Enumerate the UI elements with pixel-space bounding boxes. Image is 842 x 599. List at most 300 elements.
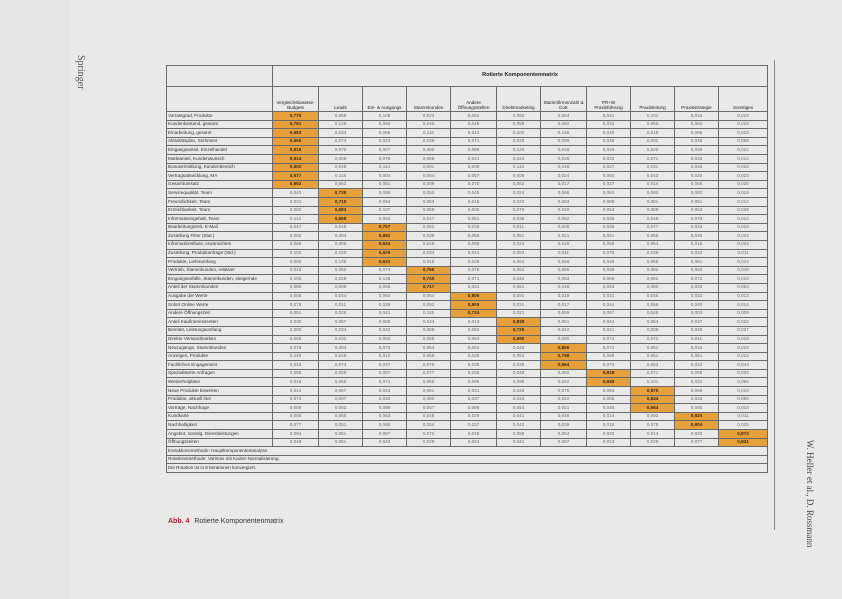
loading-cell: 0,106 — [273, 275, 319, 284]
loading-cell: 0,068 — [541, 189, 587, 198]
loading-cell: 0,051 — [319, 421, 363, 430]
loading-cell: 0,015 — [407, 258, 451, 267]
loading-cell: 0,048 — [541, 283, 587, 292]
loading-cell: 0,068 — [273, 335, 319, 344]
loading-cell: 0,034 — [675, 344, 719, 353]
loading-cell: 0,009 — [719, 309, 768, 318]
loading-cell: 0,063 — [497, 266, 541, 275]
loading-cell: 0,071 — [631, 369, 675, 378]
loading-cell: 0,030 — [363, 395, 407, 404]
loading-cell: 0,050 — [541, 369, 587, 378]
loading-cell: 0,031 — [451, 283, 497, 292]
loading-cell: 0,019 — [719, 387, 768, 396]
table-row — [167, 387, 768, 396]
loading-cell-highlighted: 0,805 — [451, 301, 497, 310]
loading-cell: 0,024 — [497, 155, 541, 164]
loading-cell: 0,064 — [541, 112, 587, 121]
loading-cell: 0,094 — [273, 430, 319, 439]
loading-cell: 0,017 — [541, 180, 587, 189]
loading-cell-highlighted: 0,649 — [587, 378, 631, 387]
loading-cell: 0,064 — [451, 335, 497, 344]
component-matrix-table — [166, 65, 768, 473]
loading-cell: 0,056 — [541, 258, 587, 267]
loading-cell: 0,061 — [319, 430, 363, 439]
loading-cell: 0,014 — [587, 412, 631, 421]
loading-cell: 0,077 — [273, 421, 319, 430]
loading-cell: 0,054 — [497, 404, 541, 413]
loading-cell: 0,041 — [363, 309, 407, 318]
loading-cell: 0,081 — [363, 180, 407, 189]
loading-cell: 0,057 — [587, 309, 631, 318]
loading-cell: 0,031 — [675, 378, 719, 387]
table-row — [167, 206, 768, 215]
loading-cell: 0,060 — [719, 395, 768, 404]
loading-cell: 0,150 — [319, 249, 363, 258]
row-label: Fachliches Engagement — [167, 361, 273, 370]
loading-cell: 0,088 — [587, 198, 631, 207]
loading-cell-highlighted: 0,904 — [675, 421, 719, 430]
loading-cell: 0,014 — [631, 430, 675, 439]
loading-cell: 0,075 — [541, 387, 587, 396]
loading-cell: 0,029 — [451, 258, 497, 267]
table-row — [167, 232, 768, 241]
loading-cell: 0,043 — [363, 137, 407, 146]
table-row — [167, 172, 768, 181]
loading-cell: 0,018 — [719, 189, 768, 198]
loading-cell-highlighted: 0,920 — [675, 412, 719, 421]
loading-cell: 0,090 — [273, 326, 319, 335]
loading-cell: 0,041 — [497, 412, 541, 421]
loading-cell: 0,053 — [407, 189, 451, 198]
loading-cell-highlighted: 0,735 — [319, 189, 363, 198]
loading-cell: 0,016 — [675, 240, 719, 249]
column-header: Stammfirmenzahl & CoK — [541, 87, 587, 112]
loading-cell: 0,039 — [719, 369, 768, 378]
loading-cell: 0,080 — [631, 283, 675, 292]
loading-cell: 0,017 — [541, 301, 587, 310]
loading-cell: 0,032 — [319, 335, 363, 344]
loading-cell: 0,034 — [319, 326, 363, 335]
row-label: Produkte, Lieferumfang — [167, 258, 273, 267]
loading-cell: 0,011 — [719, 249, 768, 258]
loading-cell: 0,080 — [407, 395, 451, 404]
loading-cell: 0,110 — [407, 129, 451, 138]
loading-cell: 0,085 — [363, 318, 407, 327]
loading-cell: 0,031 — [631, 163, 675, 172]
loading-cell: 0,024 — [719, 232, 768, 241]
row-label: Zustellung, Produktanfrage (Std.) — [167, 249, 273, 258]
row-label: Servicequalität, Team — [167, 189, 273, 198]
loading-cell: 0,013 — [587, 438, 631, 447]
loading-cell: 0,093 — [407, 301, 451, 310]
loading-cell: 0,076 — [273, 301, 319, 310]
loading-cell: 0,023 — [273, 361, 319, 370]
loading-cell: 0,061 — [497, 283, 541, 292]
loading-cell: 0,018 — [719, 335, 768, 344]
loading-cell: 0,056 — [363, 129, 407, 138]
loading-cell: 0,051 — [541, 318, 587, 327]
loading-cell: 0,015 — [273, 266, 319, 275]
loading-cell: 0,036 — [631, 249, 675, 258]
loading-cell: 0,029 — [319, 275, 363, 284]
row-label: Vertragsabwicklung, MA — [167, 172, 273, 181]
loading-cell: 0,034 — [675, 249, 719, 258]
loading-cell: 0,138 — [319, 258, 363, 267]
row-label: Informationsfluss, erwünschtes — [167, 240, 273, 249]
loading-cell: 0,014 — [719, 301, 768, 310]
loading-cell: 0,022 — [541, 395, 587, 404]
loading-cell: 0,094 — [363, 198, 407, 207]
row-label: Andere Öffnungszeit — [167, 309, 273, 318]
loading-cell: 0,015 — [587, 421, 631, 430]
loading-cell: 0,024 — [497, 189, 541, 198]
loading-cell: 0,034 — [407, 249, 451, 258]
loading-cell: 0,041 — [451, 155, 497, 164]
loading-cell: 0,084 — [319, 232, 363, 241]
loading-cell: 0,027 — [587, 163, 631, 172]
loading-cell: 0,086 — [363, 404, 407, 413]
loading-cell: 0,058 — [675, 369, 719, 378]
loading-cell: 0,071 — [631, 155, 675, 164]
table-row — [167, 292, 768, 301]
running-header: W. Heller et al., D. Rossmann — [805, 440, 815, 548]
loading-cell: 0,066 — [451, 326, 497, 335]
loading-cell-highlighted: 0,684 — [631, 404, 675, 413]
loading-cell: 0,060 — [319, 266, 363, 275]
loading-cell: 0,083 — [541, 198, 587, 207]
loading-cell-highlighted: 0,577 — [273, 172, 319, 181]
loading-cell: 0,068 — [407, 335, 451, 344]
loading-cell: 0,055 — [319, 412, 363, 421]
loading-cell: 0,082 — [631, 266, 675, 275]
row-label: Öffnungszeiten — [167, 438, 273, 447]
row-label: Gesamtumsatz — [167, 180, 273, 189]
table-row — [167, 155, 768, 164]
loading-cell: 0,016 — [719, 120, 768, 129]
loading-cell: 0,020 — [587, 430, 631, 439]
loading-cell: 0,043 — [719, 361, 768, 370]
loading-cell: 0,017 — [407, 215, 451, 224]
loading-cell: 0,039 — [719, 206, 768, 215]
loading-cell: 0,022 — [497, 198, 541, 207]
loading-cell: 0,055 — [631, 232, 675, 241]
loading-cell: 0,067 — [319, 318, 363, 327]
loading-cell: 0,031 — [497, 301, 541, 310]
loading-cell: 0,063 — [587, 189, 631, 198]
row-label: Produkte, aktuell hier — [167, 395, 273, 404]
loading-cell: 0,084 — [319, 344, 363, 353]
page-margin-left — [0, 0, 70, 599]
loading-cell: 0,045 — [451, 120, 497, 129]
loading-cell: 0,065 — [675, 129, 719, 138]
column-header: Andere Öffnungsstellen — [451, 87, 497, 112]
loading-cell: 0,059 — [451, 232, 497, 241]
loading-cell: 0,078 — [587, 249, 631, 258]
loading-cell: 0,020 — [631, 146, 675, 155]
loading-cell: 0,026 — [541, 240, 587, 249]
table-body — [167, 112, 768, 473]
loading-cell: 0,078 — [631, 421, 675, 430]
loading-cell: 0,054 — [541, 430, 587, 439]
loading-cell: 0,037 — [451, 421, 497, 430]
loading-cell: 0,045 — [631, 292, 675, 301]
loading-cell: 0,039 — [587, 266, 631, 275]
loading-cell: 0,096 — [719, 378, 768, 387]
loading-cell: 0,085 — [319, 240, 363, 249]
loading-cell: 0,068 — [587, 352, 631, 361]
table-row — [167, 404, 768, 413]
loading-cell: 0,059 — [319, 112, 363, 121]
loading-cell: 0,091 — [497, 292, 541, 301]
loading-cell: 0,022 — [719, 146, 768, 155]
loading-cell: 0,041 — [587, 112, 631, 121]
loading-cell-highlighted: 0,872 — [719, 430, 768, 439]
table-row — [167, 223, 768, 232]
loading-cell: 0,053 — [675, 206, 719, 215]
loading-cell: 0,086 — [631, 206, 675, 215]
footnote-row — [167, 455, 768, 464]
table-row — [167, 180, 768, 189]
loading-cell: 0,064 — [451, 438, 497, 447]
row-label: Eingangsanfälle, Stammkunden, steigernde — [167, 275, 273, 284]
loading-cell: 0,057 — [407, 404, 451, 413]
loading-cell: 0,092 — [363, 120, 407, 129]
footnote-row — [167, 447, 768, 456]
row-label: Kundkarte — [167, 412, 273, 421]
loading-cell: 0,101 — [631, 112, 675, 121]
loading-cell: 0,100 — [497, 129, 541, 138]
loading-cell: 0,021 — [541, 232, 587, 241]
loading-cell: 0,082 — [497, 180, 541, 189]
loading-cell: 0,061 — [407, 387, 451, 396]
loading-cell: 0,031 — [273, 198, 319, 207]
loading-cell: 0,046 — [451, 430, 497, 439]
table-title: Rotierte Komponentenmatrix — [273, 66, 768, 87]
loading-cell-highlighted: 0,756 — [407, 266, 451, 275]
loading-cell: 0,066 — [407, 378, 451, 387]
loading-cell: 0,036 — [451, 223, 497, 232]
loading-cell: 0,029 — [497, 137, 541, 146]
loading-cell: 0,083 — [631, 189, 675, 198]
table-row — [167, 146, 768, 155]
row-label: Vertrieb, Stammkunden, relativer — [167, 266, 273, 275]
loading-cell: 0,043 — [273, 189, 319, 198]
loading-cell: 0,044 — [587, 301, 631, 310]
loading-cell-highlighted: 0,690 — [497, 335, 541, 344]
loading-cell: 0,053 — [719, 283, 768, 292]
loading-cell: 0,049 — [631, 215, 675, 224]
loading-cell: 0,008 — [319, 155, 363, 164]
loading-cell: 0,044 — [587, 318, 631, 327]
footnote-row — [167, 464, 768, 473]
loading-cell: 0,072 — [407, 430, 451, 439]
loading-cell: 0,024 — [273, 387, 319, 396]
loading-cell: 0,071 — [451, 137, 497, 146]
row-label: Sofort Online Werte — [167, 301, 273, 310]
loading-cell: 0,050 — [273, 258, 319, 267]
loading-cell: 0,051 — [319, 438, 363, 447]
loading-cell: 0,096 — [451, 378, 497, 387]
table-row — [167, 318, 768, 327]
loading-cell: 0,022 — [719, 318, 768, 327]
loading-cell: 0,047 — [363, 361, 407, 370]
loading-cell: 0,081 — [675, 258, 719, 267]
column-header: Sonstiges — [719, 87, 768, 112]
loading-cell: 0,166 — [541, 129, 587, 138]
loading-cell: 0,060 — [497, 112, 541, 121]
loading-cell: 0,045 — [675, 163, 719, 172]
loading-cell: 0,040 — [407, 120, 451, 129]
loading-cell: 0,026 — [407, 438, 451, 447]
loading-cell: 0,088 — [273, 283, 319, 292]
loading-cell: 0,023 — [719, 172, 768, 181]
loading-cell: 0,057 — [363, 369, 407, 378]
loading-cell: 0,026 — [497, 387, 541, 396]
table-row — [167, 412, 768, 421]
loading-cell-highlighted: 0,655 — [273, 137, 319, 146]
loading-cell: 0,056 — [363, 283, 407, 292]
loading-cell: 0,063 — [363, 412, 407, 421]
table-row — [167, 137, 768, 146]
loading-cell: 0,044 — [407, 318, 451, 327]
loading-cell: 0,039 — [407, 232, 451, 241]
loading-cell: 0,074 — [319, 137, 363, 146]
loading-cell: 0,032 — [675, 292, 719, 301]
loading-cell: 0,119 — [273, 352, 319, 361]
loading-cell: 0,059 — [497, 120, 541, 129]
loading-cell: 0,059 — [541, 309, 587, 318]
loading-cell: 0,004 — [363, 172, 407, 181]
row-label: Kundenbestand, gesamt — [167, 120, 273, 129]
loading-cell-highlighted: 0,622 — [363, 258, 407, 267]
loading-cell: 0,071 — [587, 344, 631, 353]
figure-caption — [168, 518, 283, 525]
loading-cell: 0,082 — [675, 189, 719, 198]
loading-cell: 0,089 — [719, 137, 768, 146]
loading-cell: 0,024 — [719, 240, 768, 249]
loading-cell: 0,039 — [541, 421, 587, 430]
column-header: Ein- & Ausgangs — [363, 87, 407, 112]
loading-cell: 0,099 — [541, 137, 587, 146]
loading-cell: 0,023 — [719, 129, 768, 138]
loading-cell-highlighted: 0,717 — [407, 283, 451, 292]
loading-cell: 0,036 — [587, 223, 631, 232]
loading-cell: 0,011 — [319, 301, 363, 310]
loading-cell: 0,010 — [719, 404, 768, 413]
loading-cell: 0,034 — [587, 146, 631, 155]
loading-cell: 0,024 — [719, 258, 768, 267]
loading-cell: 0,051 — [631, 344, 675, 353]
loading-cell: 0,070 — [451, 180, 497, 189]
loading-cell: 0,042 — [497, 275, 541, 284]
loading-cell: 0,011 — [541, 249, 587, 258]
loading-cell: 0,036 — [587, 215, 631, 224]
loading-cell: 0,073 — [587, 361, 631, 370]
loading-cell: 0,063 — [319, 180, 363, 189]
loading-cell: 0,102 — [273, 249, 319, 258]
table-row — [167, 335, 768, 344]
loading-cell: 0,019 — [719, 112, 768, 121]
loading-cell: 0,023 — [407, 112, 451, 121]
loading-cell: 0,039 — [363, 301, 407, 310]
row-label: Einarbeitung, gesamt — [167, 129, 273, 138]
loading-cell: 0,053 — [631, 361, 675, 370]
loading-cell: 0,055 — [587, 395, 631, 404]
loading-cell: 0,036 — [407, 137, 451, 146]
margin-rule — [774, 60, 775, 530]
loading-cell: 0,045 — [675, 137, 719, 146]
loading-cell: 0,096 — [497, 378, 541, 387]
loading-cell: 0,080 — [541, 335, 587, 344]
loading-cell-highlighted: 0,564 — [541, 361, 587, 370]
loading-cell: 0,078 — [451, 266, 497, 275]
footnote: Extraktionsmethode: Hauptkomponentenanalyse. — [167, 447, 768, 456]
column-header: PR+W Praxisführung — [587, 87, 631, 112]
loading-cell: 0,003 — [675, 309, 719, 318]
column-header: Praxisleitung — [631, 87, 675, 112]
loading-cell-highlighted: 0,658 — [319, 215, 363, 224]
table-row — [167, 326, 768, 335]
loading-cell: 0,065 — [541, 266, 587, 275]
loading-cell: 0,091 — [407, 163, 451, 172]
loading-cell: 0,068 — [675, 387, 719, 396]
header-row — [167, 87, 768, 112]
loading-cell: 0,097 — [319, 395, 363, 404]
loading-cell-highlighted: 0,614 — [273, 155, 319, 164]
loading-cell: 0,077 — [675, 438, 719, 447]
loading-cell: 0,071 — [451, 275, 497, 284]
row-label: Freundlichkeit, Team — [167, 198, 273, 207]
loading-cell: 0,006 — [451, 206, 497, 215]
loading-cell: 0,013 — [451, 318, 497, 327]
row-label: Vorträge, Nachfrage — [167, 404, 273, 413]
loading-cell: 0,045 — [319, 223, 363, 232]
row-label: Marktanteil, Kundenwunsch — [167, 155, 273, 164]
loading-cell: 0,051 — [675, 198, 719, 207]
loading-cell: 0,045 — [675, 232, 719, 241]
loading-cell-highlighted: 0,734 — [451, 309, 497, 318]
row-label: Vorratsgrad, Produkte — [167, 112, 273, 121]
loading-cell: 0,012 — [719, 352, 768, 361]
loading-cell: 0,031 — [587, 292, 631, 301]
loading-cell: 0,048 — [497, 369, 541, 378]
column-header: Praxisstrategie — [675, 87, 719, 112]
loading-cell: 0,095 — [319, 283, 363, 292]
loading-cell: 0,054 — [587, 206, 631, 215]
loading-cell: 0,043 — [631, 172, 675, 181]
loading-cell: 0,057 — [451, 172, 497, 181]
loading-cell: 0,043 — [363, 438, 407, 447]
loading-cell: 0,112 — [273, 215, 319, 224]
loading-cell: 0,064 — [363, 292, 407, 301]
table-row — [167, 378, 768, 387]
loading-cell: 0,020 — [719, 180, 768, 189]
loading-cell: 0,006 — [497, 172, 541, 181]
loading-cell: 0,048 — [587, 404, 631, 413]
loading-cell: 0,081 — [631, 198, 675, 207]
loading-cell: 0,079 — [675, 215, 719, 224]
table-row — [167, 266, 768, 275]
loading-cell-highlighted: 0,775 — [273, 112, 319, 121]
loading-cell: 0,080 — [407, 146, 451, 155]
loading-cell: 0,020 — [675, 430, 719, 439]
loading-cell: 0,035 — [497, 361, 541, 370]
loading-cell: 0,114 — [363, 163, 407, 172]
loading-cell: 0,042 — [363, 326, 407, 335]
loading-cell: 0,037 — [451, 395, 497, 404]
loading-cell-highlighted: 0,552 — [273, 180, 319, 189]
loading-cell: 0,095 — [363, 189, 407, 198]
